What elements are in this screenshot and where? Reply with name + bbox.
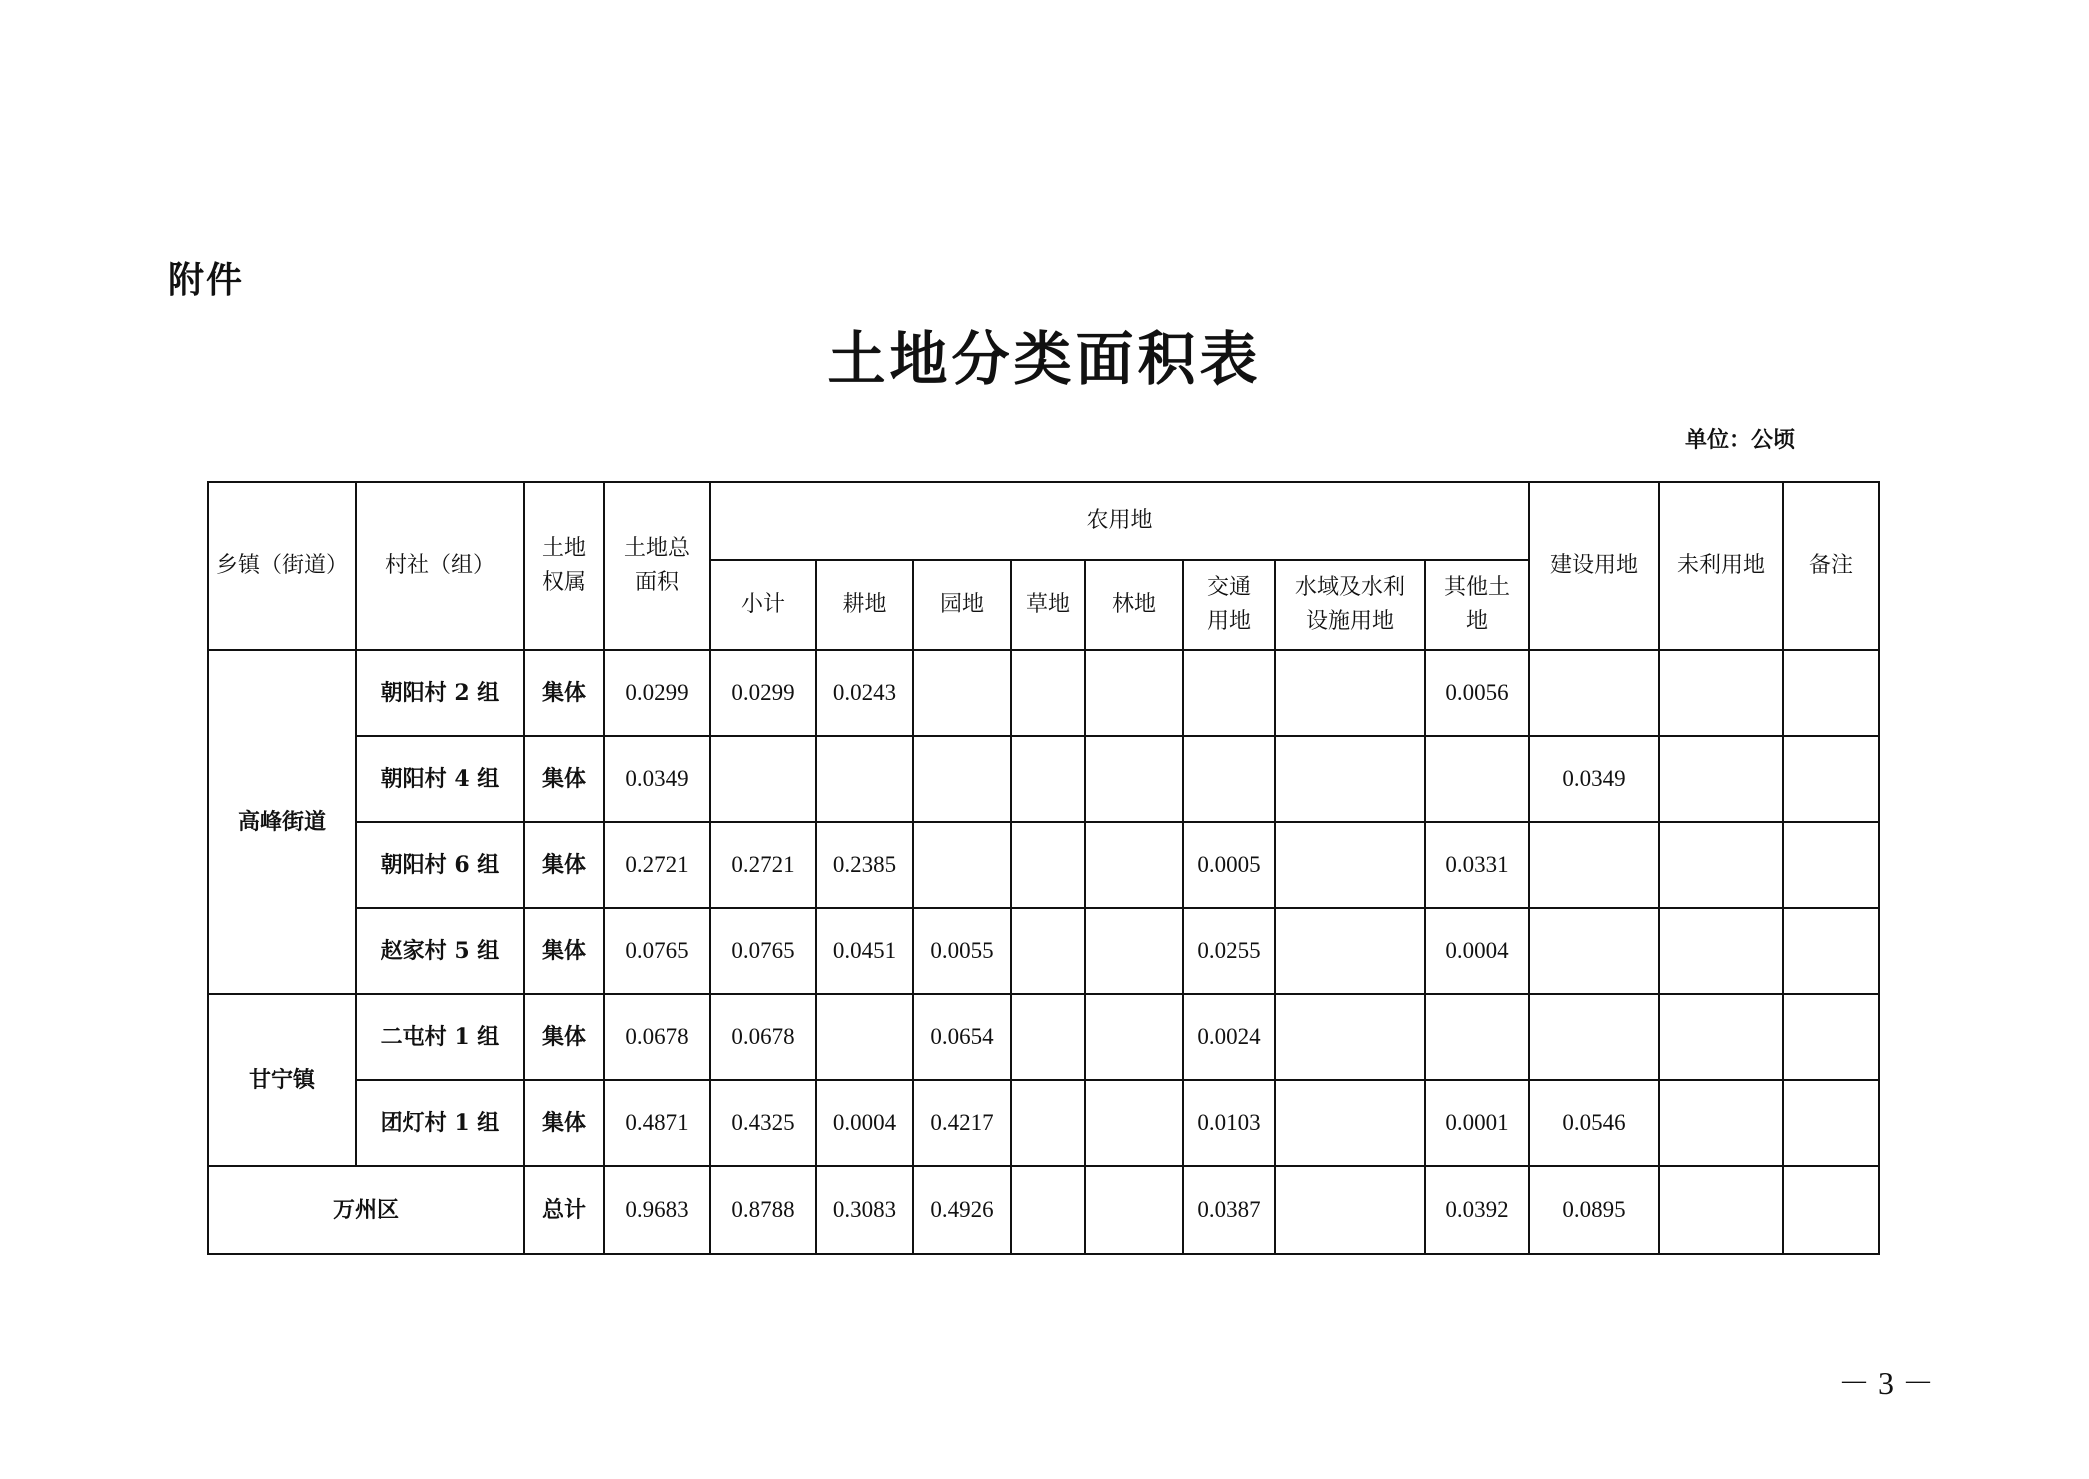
header-garden: 园地 [913, 560, 1011, 650]
forest-cell [1085, 822, 1183, 908]
total-area-cell: 0.9683 [604, 1166, 710, 1254]
table-row [208, 994, 1879, 1080]
grass-cell [1011, 908, 1085, 994]
water-cell [1275, 1080, 1425, 1166]
header-total-area-text: 土地总面积 [623, 535, 690, 595]
transport-cell [1183, 650, 1275, 736]
transport-cell: 0.0255 [1183, 908, 1275, 994]
unused-cell [1659, 1080, 1783, 1166]
header-water-text: 水域及水利设施用地 [1294, 574, 1405, 634]
subtotal-cell: 0.4325 [710, 1080, 816, 1166]
total-water-cell [1275, 1166, 1425, 1254]
subtotal-cell: 0.0299 [710, 650, 816, 736]
page-number: － 3 － [1837, 1365, 1934, 1401]
garden-cell [913, 822, 1011, 908]
header-remarks: 备注 [1783, 482, 1879, 650]
total-area-cell: 0.0349 [604, 736, 710, 822]
document-title: 土地分类面积表 [827, 325, 1262, 393]
construction-cell [1529, 994, 1659, 1080]
village-cell: 朝阳村 6 组 [356, 822, 524, 908]
total-label-cell: 万州区 [208, 1166, 524, 1254]
village-cell: 团灯村 1 组 [356, 1080, 524, 1166]
cultivated-cell: 0.2385 [816, 822, 913, 908]
forest-cell [1085, 908, 1183, 994]
unused-cell [1659, 822, 1783, 908]
water-cell [1275, 908, 1425, 994]
forest-cell [1085, 1080, 1183, 1166]
header-ownership-text: 土地权属 [541, 535, 586, 595]
total-forest-cell [1085, 1166, 1183, 1254]
cultivated-cell [816, 736, 913, 822]
total-transport-cell: 0.0387 [1183, 1166, 1275, 1254]
table-row [208, 822, 1879, 908]
total-area-cell: 0.0299 [604, 650, 710, 736]
header-water [1275, 560, 1425, 650]
ownership-cell: 集体 [524, 908, 604, 994]
transport-cell: 0.0024 [1183, 994, 1275, 1080]
garden-cell: 0.0055 [913, 908, 1011, 994]
village-cell: 朝阳村 2 组 [356, 650, 524, 736]
total-grass-cell [1011, 1166, 1085, 1254]
construction-cell [1529, 822, 1659, 908]
remarks-cell [1783, 994, 1879, 1080]
header-construction-land: 建设用地 [1529, 482, 1659, 650]
garden-cell [913, 736, 1011, 822]
total-area-cell: 0.0678 [604, 994, 710, 1080]
header-total-area [604, 482, 710, 650]
total-other-cell: 0.0392 [1425, 1166, 1529, 1254]
total-construction-cell: 0.0895 [1529, 1166, 1659, 1254]
unused-cell [1659, 994, 1783, 1080]
header-cultivated: 耕地 [816, 560, 913, 650]
grass-cell [1011, 994, 1085, 1080]
remarks-cell [1783, 822, 1879, 908]
other-cell: 0.0001 [1425, 1080, 1529, 1166]
land-classification-table [207, 481, 1880, 1255]
township-cell: 甘宁镇 [208, 994, 356, 1166]
total-subtotal-cell: 0.8788 [710, 1166, 816, 1254]
cultivated-cell [816, 994, 913, 1080]
subtotal-cell: 0.2721 [710, 822, 816, 908]
transport-cell [1183, 736, 1275, 822]
header-ownership [524, 482, 604, 650]
remarks-cell [1783, 908, 1879, 994]
garden-cell: 0.0654 [913, 994, 1011, 1080]
ownership-cell: 集体 [524, 822, 604, 908]
construction-cell: 0.0349 [1529, 736, 1659, 822]
total-cultivated-cell: 0.3083 [816, 1166, 913, 1254]
subtotal-cell: 0.0765 [710, 908, 816, 994]
other-cell [1425, 736, 1529, 822]
header-forest: 林地 [1085, 560, 1183, 650]
unused-cell [1659, 736, 1783, 822]
water-cell [1275, 650, 1425, 736]
header-transport-text: 交通用地 [1206, 574, 1251, 634]
table-body [208, 650, 1879, 1254]
unused-cell [1659, 650, 1783, 736]
forest-cell [1085, 650, 1183, 736]
unit-label: 单位：公顷 [1684, 428, 1795, 453]
cultivated-cell: 0.0451 [816, 908, 913, 994]
header-unused-land: 未利用地 [1659, 482, 1783, 650]
header-township: 乡镇（街道） [208, 482, 356, 650]
header-agricultural-land: 农用地 [710, 482, 1529, 560]
header-other-land [1425, 560, 1529, 650]
village-cell: 二屯村 1 组 [356, 994, 524, 1080]
construction-cell: 0.0546 [1529, 1080, 1659, 1166]
table-row [208, 650, 1879, 736]
grass-cell [1011, 1080, 1085, 1166]
header-grass: 草地 [1011, 560, 1085, 650]
header-transport [1183, 560, 1275, 650]
garden-cell [913, 650, 1011, 736]
cultivated-cell: 0.0004 [816, 1080, 913, 1166]
subtotal-cell [710, 736, 816, 822]
transport-cell: 0.0005 [1183, 822, 1275, 908]
other-cell: 0.0331 [1425, 822, 1529, 908]
water-cell [1275, 822, 1425, 908]
table-row [208, 736, 1879, 822]
other-cell: 0.0004 [1425, 908, 1529, 994]
subtotal-cell: 0.0678 [710, 994, 816, 1080]
transport-cell: 0.0103 [1183, 1080, 1275, 1166]
grass-cell [1011, 650, 1085, 736]
garden-cell: 0.4217 [913, 1080, 1011, 1166]
grass-cell [1011, 736, 1085, 822]
township-cell: 高峰街道 [208, 650, 356, 994]
water-cell [1275, 736, 1425, 822]
village-cell: 赵家村 5 组 [356, 908, 524, 994]
header-other-land-text: 其他土地 [1443, 574, 1510, 634]
unused-cell [1659, 908, 1783, 994]
table-row [208, 908, 1879, 994]
header-subtotal: 小计 [710, 560, 816, 650]
total-area-cell: 0.0765 [604, 908, 710, 994]
water-cell [1275, 994, 1425, 1080]
cultivated-cell: 0.0243 [816, 650, 913, 736]
village-cell: 朝阳村 4 组 [356, 736, 524, 822]
grass-cell [1011, 822, 1085, 908]
remarks-cell [1783, 650, 1879, 736]
total-unused-cell [1659, 1166, 1783, 1254]
ownership-cell: 集体 [524, 650, 604, 736]
ownership-cell: 集体 [524, 994, 604, 1080]
other-cell [1425, 994, 1529, 1080]
remarks-cell [1783, 1080, 1879, 1166]
other-cell: 0.0056 [1425, 650, 1529, 736]
ownership-cell: 集体 [524, 736, 604, 822]
forest-cell [1085, 736, 1183, 822]
total-ownership-cell: 总计 [524, 1166, 604, 1254]
table-row [208, 1080, 1879, 1166]
remarks-cell [1783, 736, 1879, 822]
construction-cell [1529, 650, 1659, 736]
attachment-label: 附件 [168, 260, 245, 301]
construction-cell [1529, 908, 1659, 994]
forest-cell [1085, 994, 1183, 1080]
total-row [208, 1166, 1879, 1254]
total-garden-cell: 0.4926 [913, 1166, 1011, 1254]
total-area-cell: 0.4871 [604, 1080, 710, 1166]
header-village: 村社（组） [356, 482, 524, 650]
total-area-cell: 0.2721 [604, 822, 710, 908]
ownership-cell: 集体 [524, 1080, 604, 1166]
total-remarks-cell [1783, 1166, 1879, 1254]
